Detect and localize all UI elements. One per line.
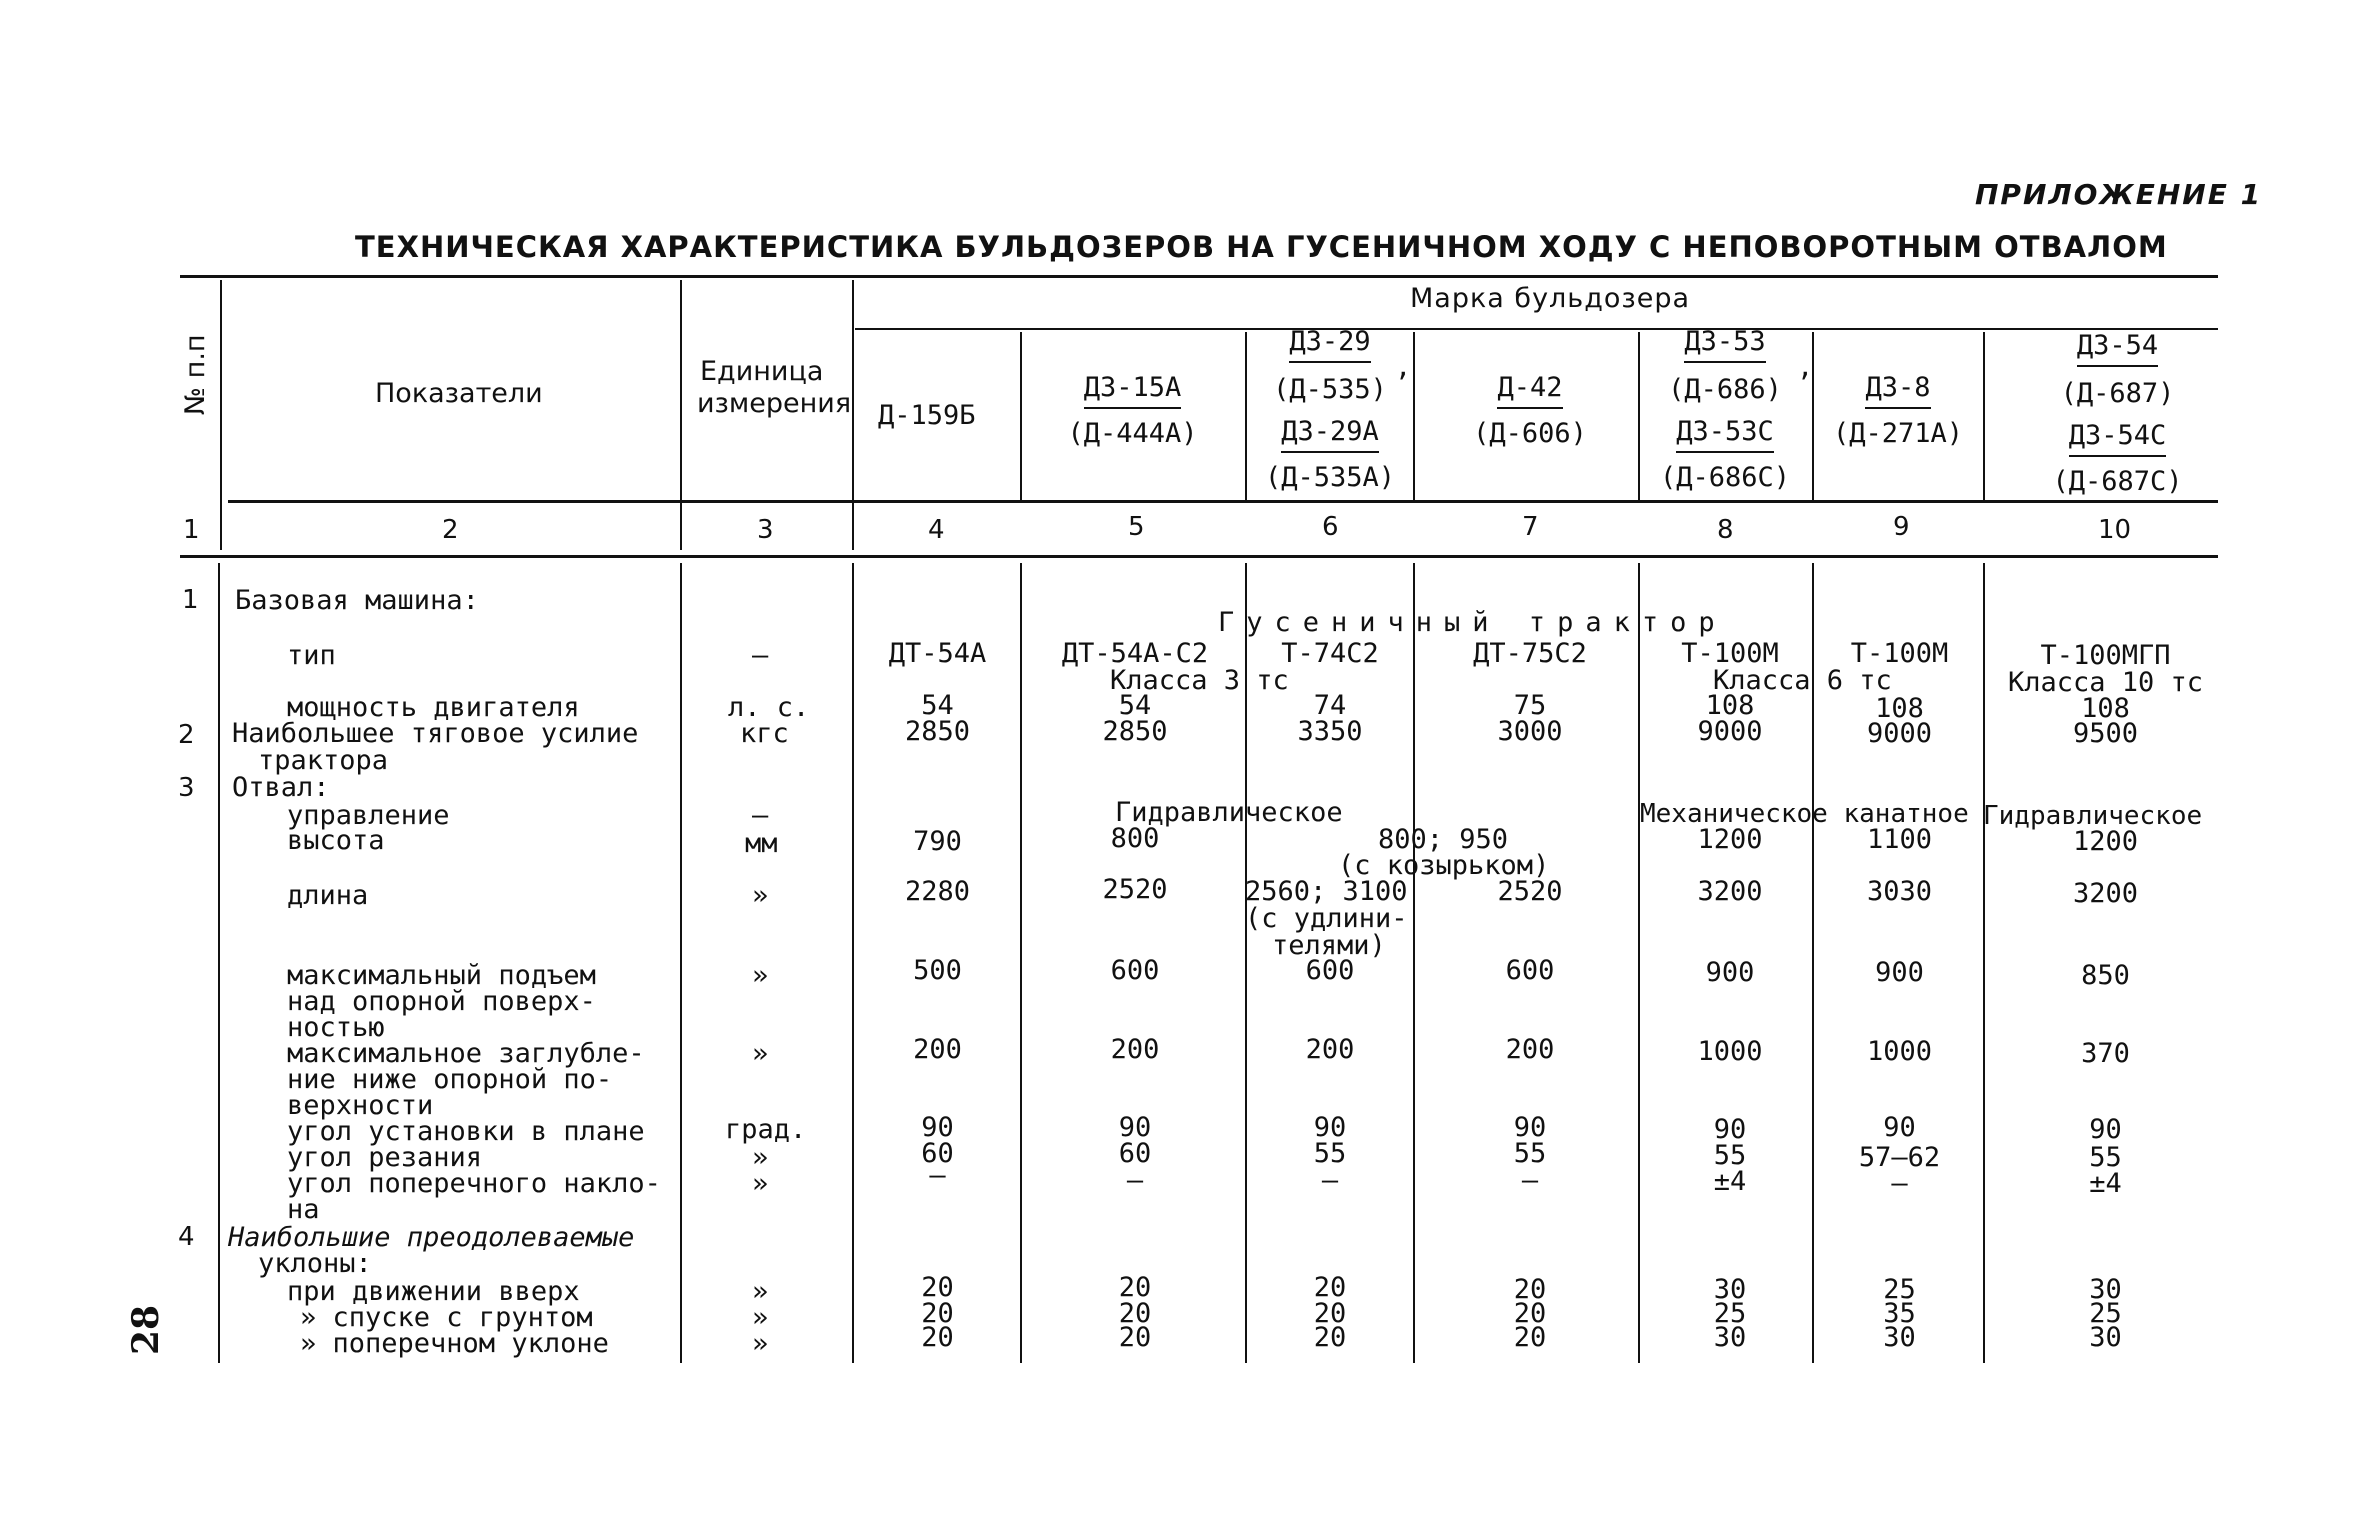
unit-descent: » (752, 1302, 769, 1333)
model-col-8-a: ДЗ-53 (1684, 326, 1765, 363)
tilt-col-7: — (1521, 1165, 1539, 1196)
row-num-4: 4 (178, 1222, 195, 1252)
side-col-5: 20 (1118, 1322, 1152, 1353)
length-col-7: 2520 (1497, 876, 1563, 907)
depth-col-7: 200 (1505, 1034, 1555, 1065)
tilt-col-6: — (1321, 1165, 1339, 1196)
col-divider-9 (1983, 332, 1985, 502)
down-col-10: 25 (2089, 1298, 2122, 1329)
control-mechanical: Механическое канатное (1640, 799, 1969, 829)
colnum-4: 4 (928, 515, 945, 545)
lift-col-9: 900 (1875, 957, 1924, 988)
col-divider-5 (1245, 332, 1247, 502)
plan-col-6: 90 (1313, 1112, 1347, 1143)
unit-height: мм (745, 828, 778, 859)
label-traction-1: Наибольшее тяговое усилие (232, 718, 639, 749)
cut-col-8: 55 (1713, 1140, 1747, 1171)
label-height: высота (287, 825, 385, 856)
type-col-5: ДТ-54А-С2 (1061, 638, 1209, 669)
side-col-7: 20 (1513, 1322, 1547, 1353)
traction-col-5: 2850 (1102, 716, 1168, 747)
label-cross-slope: » поперечном уклоне (300, 1328, 609, 1359)
control-hydraulic-2: Гидравлическое (1983, 801, 2203, 831)
unit-cross-slope: » (752, 1328, 769, 1359)
model-col-6-c: ДЗ-29А (1281, 416, 1379, 453)
col-divider-3b (852, 563, 854, 1363)
visor-note: (с козырьком) (1338, 850, 1550, 881)
class-6: Класса 6 тс (1713, 665, 1892, 696)
unit-traction: кгс (740, 718, 789, 749)
header-unit-2: измерения (697, 388, 852, 419)
plan-col-5: 90 (1118, 1112, 1152, 1143)
height-col-4: 790 (913, 826, 962, 857)
page-title: ТЕХНИЧЕСКАЯ ХАРАКТЕРИСТИКА БУЛЬДОЗЕРОВ НА ГУСЕНИЧНОМ ХОДУ С НЕПОВОРОТНЫМ ОТВАЛОМ (355, 230, 2168, 264)
model-col-4: Д-159Б (878, 400, 976, 431)
traction-col-8: 9000 (1697, 716, 1763, 747)
label-lift-3: ностью (287, 1012, 385, 1043)
model-col-10-a: ДЗ-54 (2077, 330, 2158, 367)
model-col-10-b: (Д-687) (2060, 378, 2175, 409)
down-col-8: 25 (1713, 1298, 1747, 1329)
model-col-6-b: (Д-535) (1273, 374, 1387, 405)
depth-col-10: 370 (2081, 1038, 2130, 1069)
brand-rule (855, 328, 2218, 330)
unit-moving-up: » (752, 1276, 769, 1307)
tilt-col-10: ±4 (2089, 1168, 2122, 1199)
up-col-4: 20 (921, 1272, 954, 1303)
tilt-col-4: — (929, 1160, 946, 1191)
length-col-6: 2560; 3100 (1245, 876, 1408, 907)
traction-col-10: 9500 (2072, 718, 2139, 749)
label-depth-1: максимальное заглубле- (287, 1038, 645, 1069)
colnum-3: 3 (757, 515, 774, 545)
model-col-8-d: (Д-686С) (1659, 462, 1791, 493)
table-top-rule (180, 275, 2218, 278)
depth-col-8: 1000 (1697, 1036, 1763, 1067)
label-lift-2: над опорной поверх- (287, 986, 596, 1017)
power-col-8: 108 (1705, 690, 1755, 721)
label-plan-angle: угол установки в плане (287, 1116, 645, 1147)
length-note-2: телями) (1272, 930, 1386, 961)
unit-control: — (752, 800, 769, 831)
depth-col-9: 1000 (1866, 1036, 1933, 1067)
row-num-2: 2 (178, 720, 195, 750)
label-depth-3: верхности (287, 1090, 434, 1121)
lift-col-7: 600 (1505, 955, 1555, 986)
plan-col-9: 90 (1883, 1112, 1916, 1143)
down-col-4: 20 (921, 1298, 954, 1329)
label-lift-1: максимальный подъем (287, 960, 596, 991)
lift-col-4: 500 (913, 955, 962, 986)
lift-col-6: 600 (1305, 955, 1355, 986)
unit-plan-angle: град. (725, 1114, 807, 1145)
colnum-7: 7 (1522, 512, 1539, 542)
header-rule (228, 500, 2218, 503)
label-traction-2: трактора (258, 745, 389, 776)
col-divider-2 (680, 280, 682, 550)
label-descent: » спуске с грунтом (300, 1302, 593, 1333)
height-col-10: 1200 (2072, 826, 2139, 857)
model-col-9-a: ДЗ-8 (1865, 372, 1930, 409)
label-length: длина (287, 880, 369, 911)
type-col-6: Т-74С2 (1281, 638, 1379, 669)
up-col-10: 30 (2089, 1274, 2122, 1305)
model-col-8-comma: , (1797, 352, 1814, 383)
side-col-8: 30 (1713, 1322, 1747, 1353)
colnum-9: 9 (1893, 512, 1910, 542)
down-col-7: 20 (1513, 1298, 1547, 1329)
model-col-7-b: (Д-606) (1473, 418, 1587, 449)
power-col-7: 75 (1513, 690, 1547, 721)
down-col-5: 20 (1118, 1298, 1152, 1329)
model-col-6-d: (Д-535А) (1264, 462, 1396, 493)
depth-col-4: 200 (913, 1034, 962, 1065)
down-col-6: 20 (1313, 1298, 1347, 1329)
class-3: Класса 3 тс (1110, 665, 1289, 696)
col-divider-7b (1638, 563, 1640, 1363)
col-divider-6 (1413, 332, 1415, 502)
height-col-6-7: 800; 950 (1378, 824, 1509, 855)
model-col-5-b: (Д-444А) (1067, 418, 1198, 449)
row-num-1: 1 (182, 585, 199, 615)
depth-col-6: 200 (1305, 1034, 1355, 1065)
cut-col-4: 60 (921, 1138, 954, 1169)
column-numbers-rule (180, 555, 2218, 558)
side-col-4: 20 (921, 1322, 954, 1353)
header-indicators: Показатели (375, 378, 543, 409)
power-col-4: 54 (921, 690, 954, 721)
col-divider-1b (218, 563, 220, 1363)
col-divider-4 (1020, 332, 1022, 502)
label-base-machine: Базовая машина: (235, 585, 479, 616)
row-num-3: 3 (178, 773, 195, 803)
length-note-1: (с удлини- (1245, 903, 1408, 934)
unit-length: » (752, 880, 769, 911)
type-col-7: ДТ-75С2 (1473, 638, 1587, 669)
up-col-5: 20 (1118, 1272, 1152, 1303)
tilt-col-9: — (1891, 1168, 1908, 1199)
label-cutting-angle: угол резания (287, 1142, 483, 1173)
traction-col-6: 3350 (1297, 716, 1363, 747)
unit-depth: » (752, 1038, 769, 1069)
plan-col-7: 90 (1513, 1112, 1547, 1143)
length-col-9: 3030 (1866, 876, 1933, 907)
length-col-4: 2280 (904, 876, 971, 907)
height-col-9: 1100 (1866, 824, 1933, 855)
label-tilt-1: угол поперечного накло- (287, 1168, 661, 1199)
tilt-col-8: ±4 (1713, 1166, 1747, 1197)
colnum-1: 1 (183, 515, 200, 545)
type-col-10: Т-100МГП (2040, 640, 2171, 671)
cut-col-5: 60 (1118, 1138, 1152, 1169)
label-slopes-2: уклоны: (258, 1248, 372, 1279)
col-divider-4b (1020, 563, 1022, 1363)
cut-col-9: 57—62 (1858, 1142, 1941, 1173)
side-col-6: 20 (1313, 1322, 1347, 1353)
header-brand: Марка бульдозера (1410, 283, 1691, 314)
label-moving-up: при движении вверх (287, 1276, 580, 1307)
label-type: тип (287, 640, 336, 671)
class-10: Класса 10 тс (2007, 667, 2204, 698)
lift-col-5: 600 (1110, 955, 1160, 986)
type-col-4: ДТ-54А (888, 638, 987, 669)
header-num-col: № п.п (180, 334, 211, 415)
traction-col-9: 9000 (1866, 718, 1933, 749)
height-col-8: 1200 (1697, 824, 1763, 855)
traction-col-4: 2850 (904, 716, 971, 747)
tilt-col-5: — (1126, 1165, 1144, 1196)
unit-cutting-angle: » (752, 1142, 769, 1173)
length-col-5: 2520 (1102, 874, 1168, 905)
up-col-7: 20 (1513, 1274, 1547, 1305)
colnum-2: 2 (442, 515, 459, 545)
colnum-6: 6 (1322, 512, 1339, 542)
label-power: мощность двигателя (287, 692, 580, 723)
model-col-9-b: (Д-271А) (1832, 418, 1964, 449)
control-hydraulic: Гидравлическое (1115, 797, 1343, 828)
col-divider-2b (680, 563, 682, 1363)
height-col-5: 800 (1110, 823, 1160, 854)
label-tilt-2: на (287, 1194, 320, 1225)
type-col-8: Т-100М (1681, 638, 1779, 669)
cut-col-10: 55 (2089, 1142, 2122, 1173)
model-col-6-comma: , (1395, 352, 1412, 383)
type-col-9: Т-100М (1850, 638, 1949, 669)
col-divider-9b (1983, 563, 1985, 1363)
colnum-10: 10 (2098, 515, 2132, 545)
power-col-6: 74 (1313, 690, 1347, 721)
plan-col-8: 90 (1713, 1114, 1747, 1145)
col-divider-6b (1413, 563, 1415, 1363)
col-divider-1 (220, 280, 222, 550)
col-divider-7 (1638, 332, 1640, 502)
model-col-10-d: (Д-687С) (2052, 466, 2183, 497)
up-col-6: 20 (1313, 1272, 1347, 1303)
up-col-9: 25 (1883, 1274, 1916, 1305)
power-col-5: 54 (1118, 690, 1152, 721)
traction-col-7: 3000 (1497, 716, 1563, 747)
plan-col-4: 90 (921, 1112, 954, 1143)
unit-type: — (752, 640, 769, 671)
label-depth-2: ние ниже опорной по- (287, 1064, 613, 1095)
label-control: управление (287, 800, 450, 831)
model-col-8-b: (Д-686) (1668, 374, 1782, 405)
label-blade: Отвал: (232, 772, 330, 803)
unit-lift: » (752, 960, 769, 991)
plan-col-10: 90 (2089, 1114, 2122, 1145)
tractor-span: Гусеничный трактор (1218, 607, 1727, 638)
down-col-9: 35 (1883, 1298, 1916, 1329)
length-col-10: 3200 (2072, 878, 2139, 909)
up-col-8: 30 (1713, 1274, 1747, 1305)
model-col-10-c: ДЗ-54С (2069, 420, 2167, 457)
header-unit-1: Единица (700, 356, 824, 387)
lift-col-10: 850 (2081, 960, 2130, 991)
label-slopes-1: Наибольшие преодолеваемые (228, 1222, 635, 1253)
power-col-10: 108 (2081, 693, 2130, 724)
model-col-6-a: ДЗ-29 (1289, 326, 1370, 363)
cut-col-7: 55 (1513, 1138, 1547, 1169)
cut-col-6: 55 (1313, 1138, 1347, 1169)
appendix-label: ПРИЛОЖЕНИЕ 1 (1975, 178, 2263, 211)
length-col-8: 3200 (1697, 876, 1763, 907)
unit-tilt: » (752, 1168, 769, 1199)
model-col-7-a: Д-42 (1497, 372, 1562, 409)
power-col-9: 108 (1875, 693, 1924, 724)
side-col-9: 30 (1883, 1322, 1916, 1353)
unit-power: л. с. (728, 692, 810, 723)
depth-col-5: 200 (1110, 1034, 1160, 1065)
lift-col-8: 900 (1705, 957, 1755, 988)
model-col-5-a: ДЗ-15А (1084, 372, 1182, 409)
model-col-8-c: ДЗ-53С (1676, 416, 1774, 453)
colnum-5: 5 (1128, 512, 1145, 542)
colnum-8: 8 (1717, 515, 1734, 545)
col-divider-3 (852, 280, 854, 550)
side-col-10: 30 (2089, 1322, 2122, 1353)
page-number: 28 (125, 1304, 167, 1355)
